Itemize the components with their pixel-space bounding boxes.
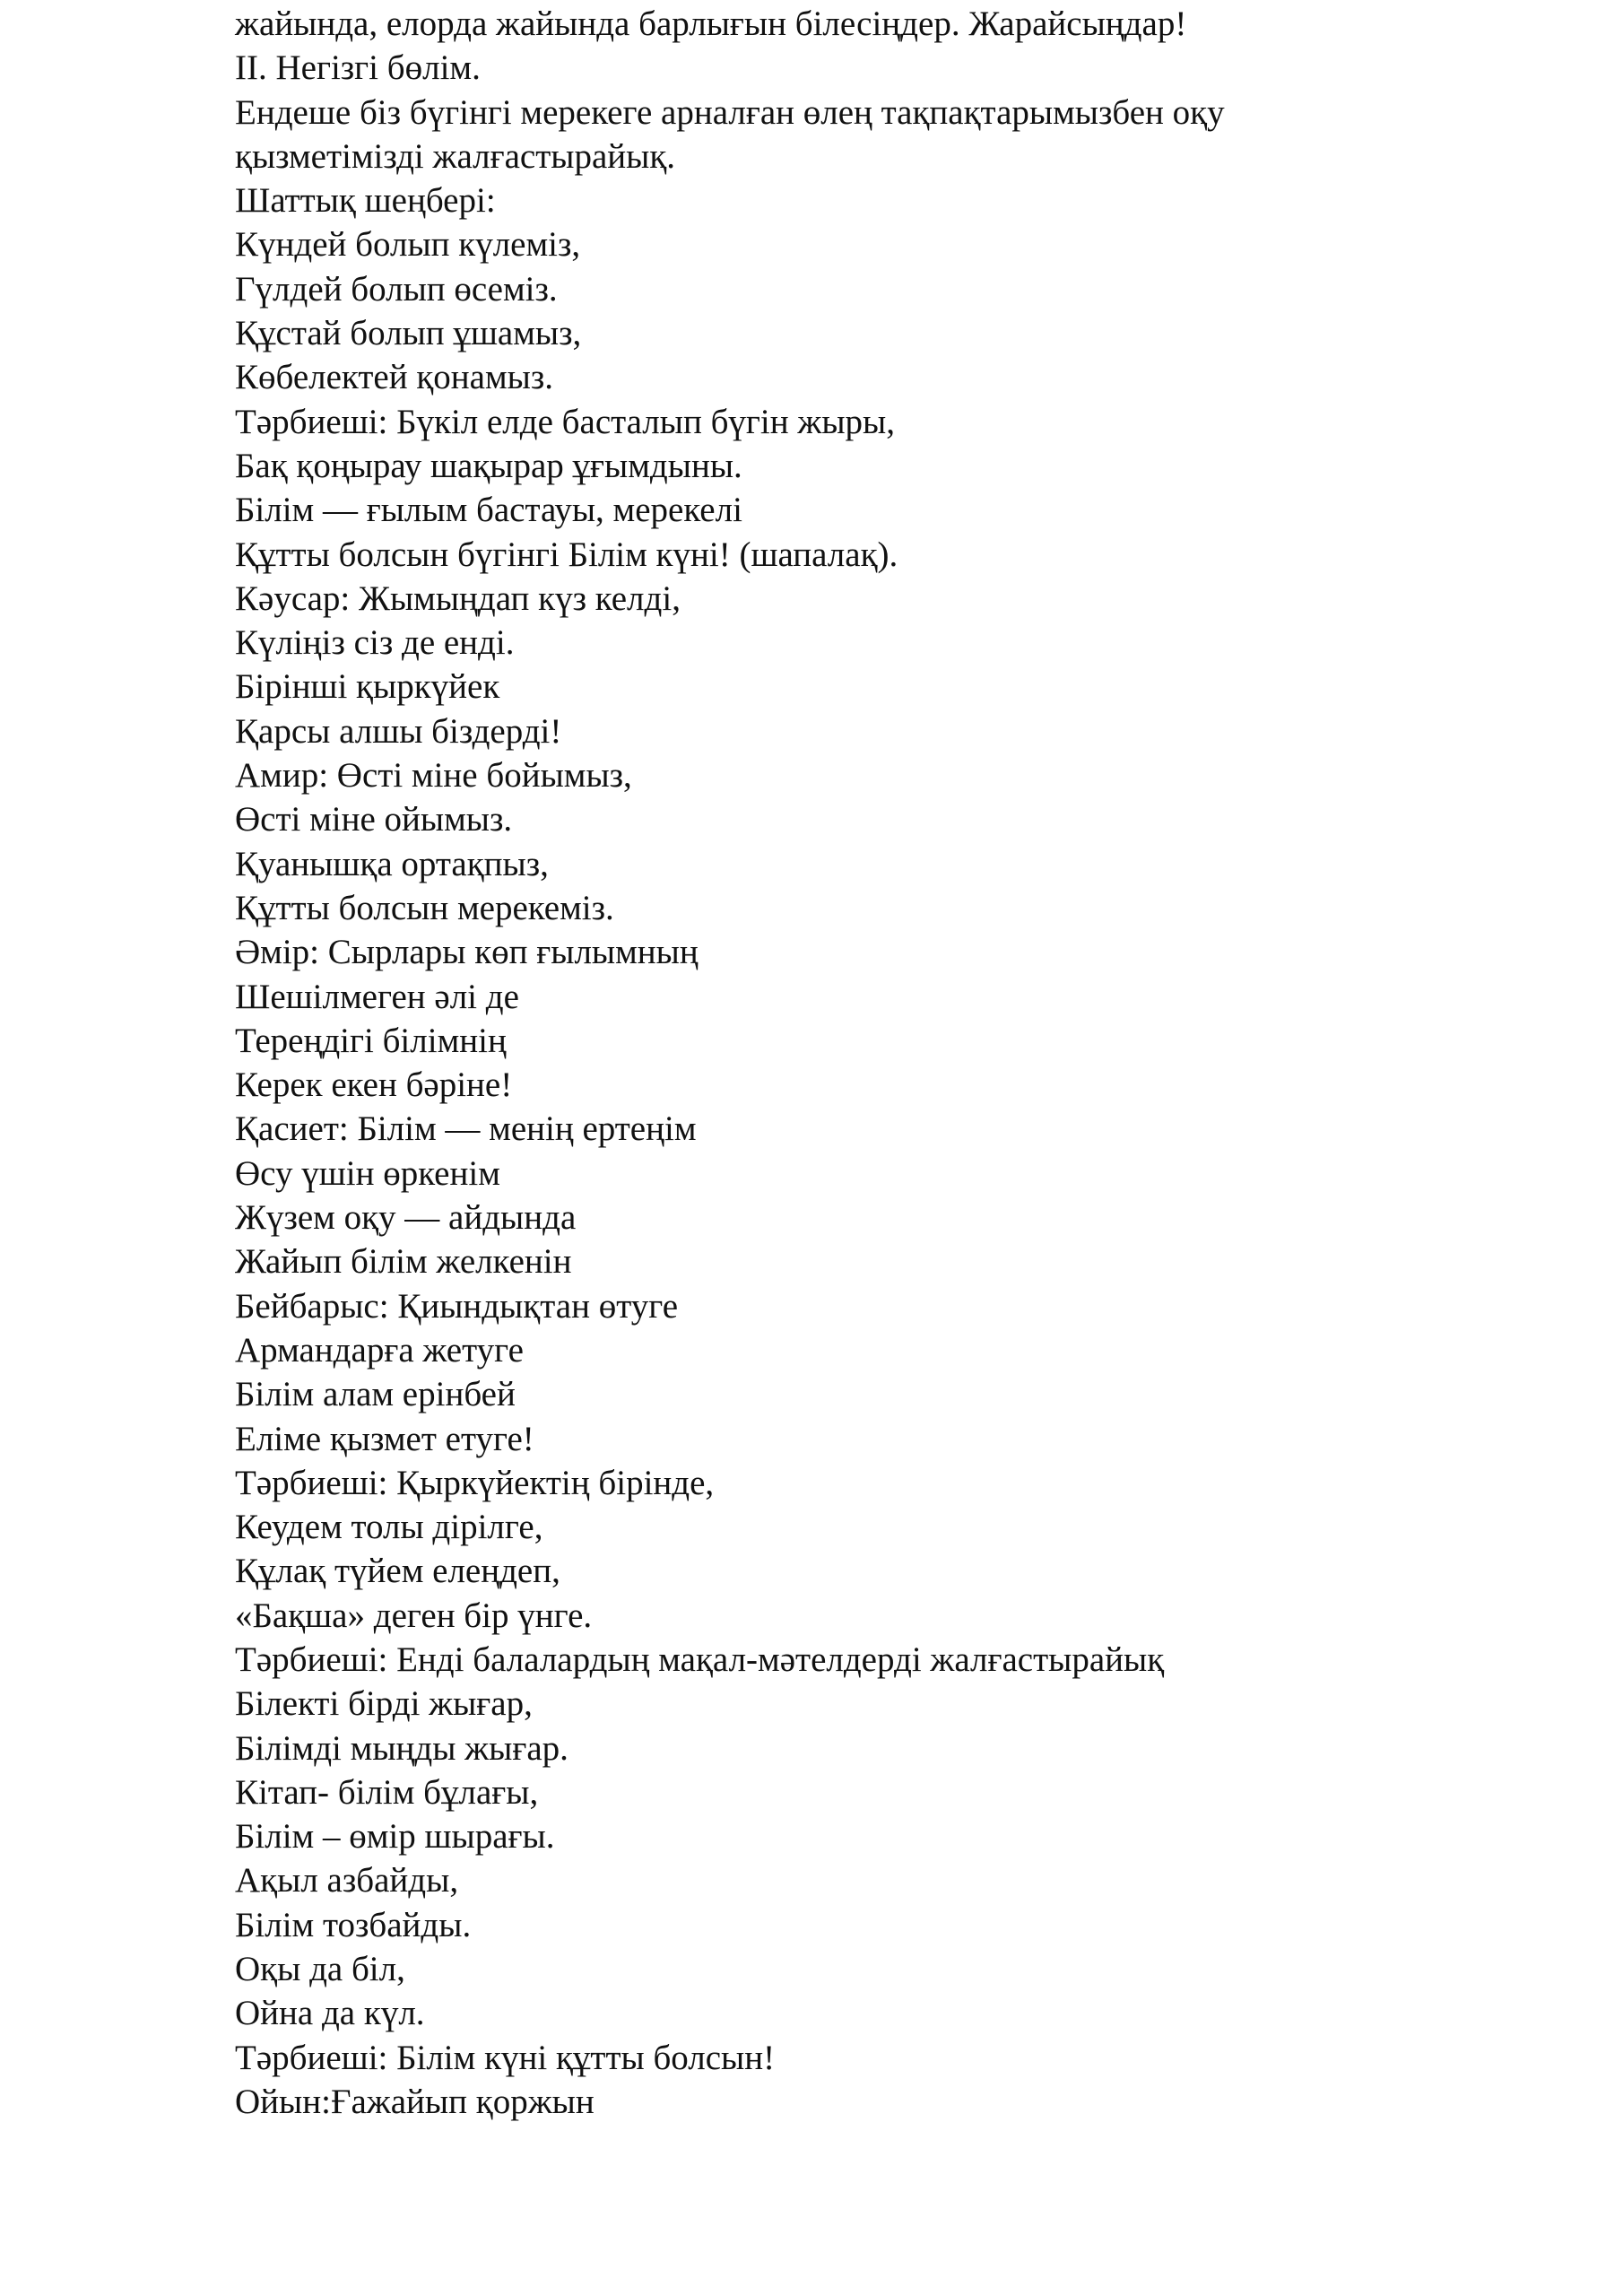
poem-line: Қуанышқа ортақпыз, [235, 844, 549, 883]
proverb-line: Білімді мыңды жығар. [235, 1728, 568, 1768]
poem-line: Жайып білім желкенін [235, 1242, 572, 1282]
poem-line: Көбелектей қонамыз. [235, 358, 553, 397]
poem-line: Әмір: Сырлары көп ғылымның [235, 933, 699, 972]
poem-line: Гүлдей болып өсеміз. [235, 269, 558, 309]
text-line: жайында, елорда жайында барлығын білесіңдер. Жарайсыңдар! [235, 4, 1187, 43]
poem-line: «Бақша» деген бір үнге. [235, 1596, 593, 1635]
proverb-line: Кітап- білім бұлағы, [235, 1772, 539, 1812]
poem-line: Амир: Өсті міне бойымыз, [235, 756, 632, 796]
poem-line: Құтты болсын мерекеміз. [235, 888, 614, 927]
text-line: қызметімізді жалғастырайық. [235, 136, 676, 176]
proverb-line: Ақыл азбайды, [235, 1861, 459, 1900]
poem-line: Өсу үшін өркенім [235, 1153, 500, 1193]
poem-line: Тереңдігі білімнің [235, 1021, 507, 1060]
poem-line: Құтты болсын бүгінгі Білім күні! (шапалақ). [235, 535, 898, 574]
poem-line: Кеудем толы дірілге, [235, 1508, 543, 1547]
text-line: Тәрбиеші: Енді балалардың мақал-мәтелдерді жалғастырайық [235, 1639, 1165, 1679]
poem-line: Еліме қызмет етуге! [235, 1419, 534, 1458]
poem-line: Білім — ғылым бастауы, мерекелі [235, 491, 742, 530]
text-line: Тәрбиеші: Білім күні құтты болсын! [235, 2038, 776, 2077]
proverb-line: Білім тозбайды. [235, 1905, 472, 1944]
poem-line: Тәрбиеші: Қыркүйектің бірінде, [235, 1463, 715, 1502]
poem-line: Бейбарыс: Қиындықтан өтуге [235, 1286, 679, 1326]
poem-line: Күліңіз сіз де енді. [235, 623, 515, 663]
poem-line: Қарсы алшы біздерді! [235, 711, 562, 751]
poem-line: Күндей болып күлеміз, [235, 225, 581, 265]
section-heading: II. Негізгі бөлім. [235, 48, 481, 88]
proverb-line: Білекті бірді жығар, [235, 1684, 533, 1724]
proverb-line: Білім – өмір шырағы. [235, 1817, 555, 1857]
poem-line: Құстай болып ұшамыз, [235, 314, 582, 353]
poem-line: Керек екен бәріне! [235, 1065, 513, 1105]
poem-line: Тәрбиеші: Бүкіл елде басталып бүгін жыры, [235, 402, 895, 441]
proverb-line: Ойна да күл. [235, 1994, 425, 2033]
poem-line: Білім алам ерінбей [235, 1375, 516, 1414]
poem-line: Армандарға жетуге [235, 1330, 524, 1370]
text-line: Ойын:Ғажайып қоржын [235, 2082, 595, 2121]
document-body [235, 2, 1580, 2124]
text-line: Шаттық шеңбері: [235, 181, 496, 221]
text-line: Ендеше біз бүгінгі мерекеге арналған өлең тақпақтарымызбен оқу [235, 92, 1225, 132]
poem-line: Бірінші қыркүйек [235, 667, 500, 707]
poem-line: Қасиет: Білім — менің ертеңім [235, 1109, 697, 1149]
poem-line: Өсті міне ойымыз. [235, 800, 513, 839]
proverb-line: Оқы да біл, [235, 1950, 405, 1989]
poem-line: Құлақ түйем елеңдеп, [235, 1552, 560, 1591]
poem-line: Бақ қоңырау шақырар ұғымдыны. [235, 446, 742, 485]
poem-line: Кәусар: Жымыңдап күз келді, [235, 578, 681, 618]
poem-line: Шешілмеген әлі де [235, 977, 519, 1016]
poem-line: Жүзем оқу — айдында [235, 1198, 577, 1238]
